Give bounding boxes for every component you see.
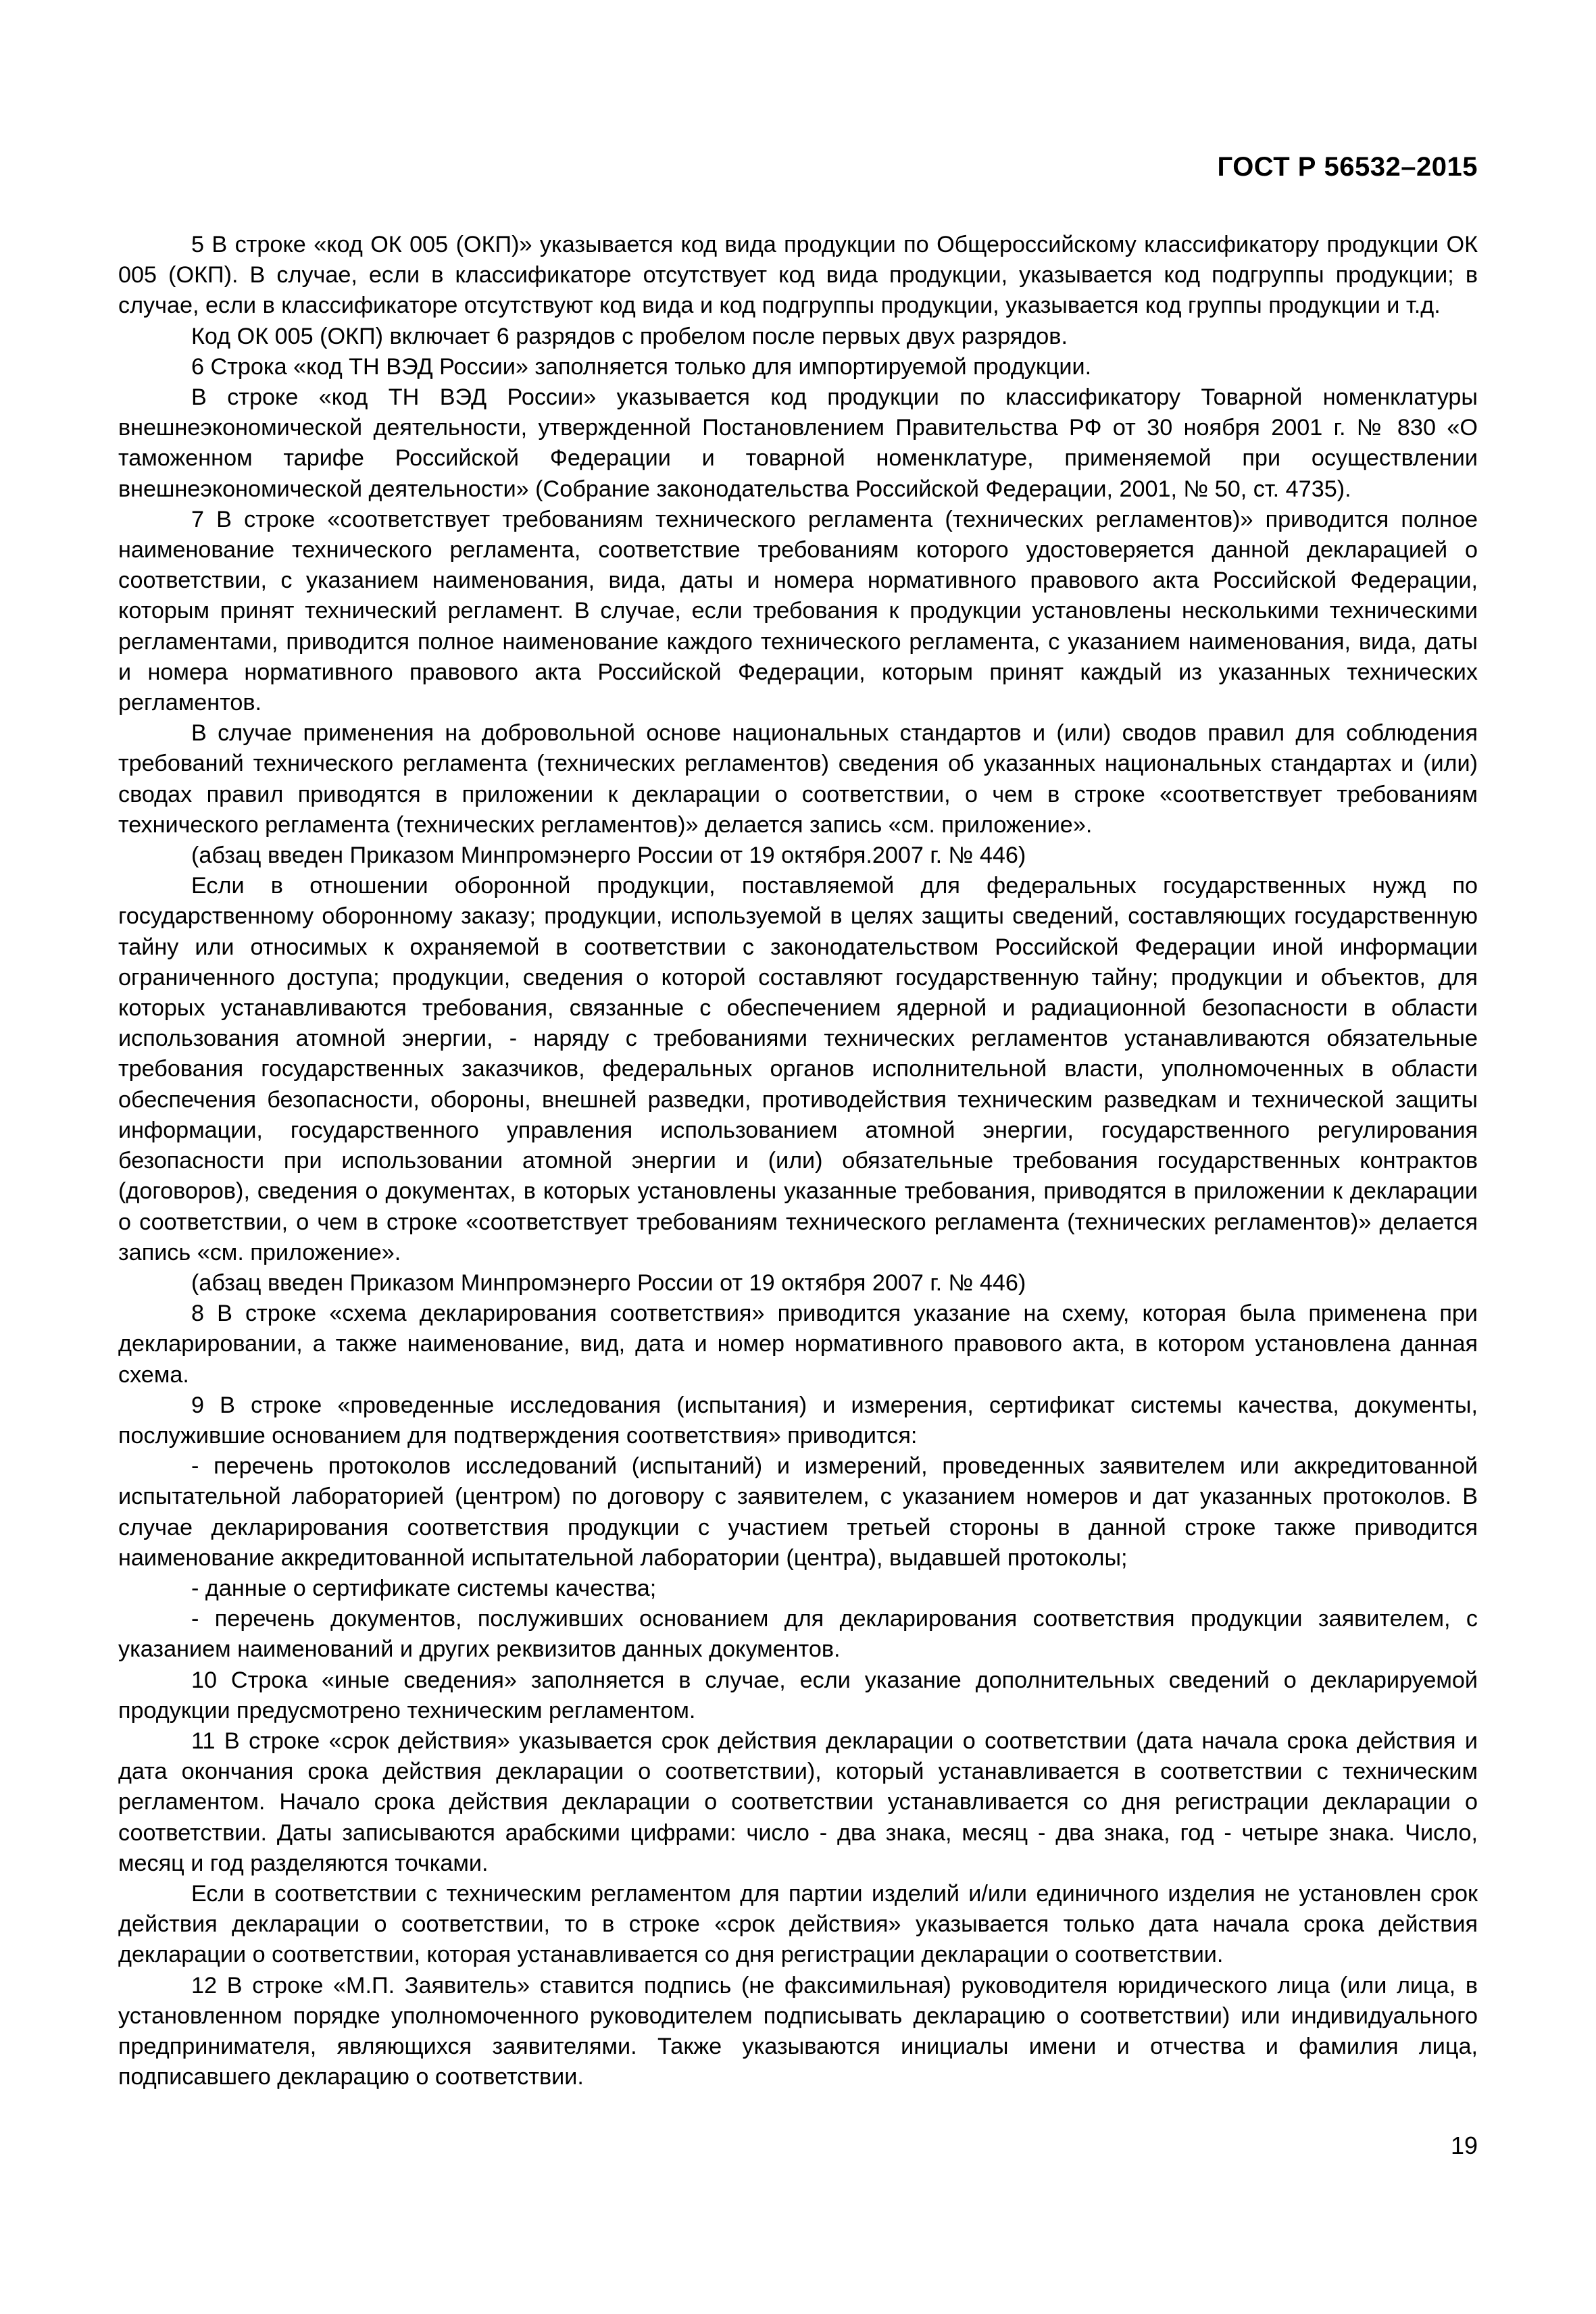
paragraph: Код ОК 005 (ОКП) включает 6 разрядов с пробелом после первых двух разрядов. bbox=[191, 323, 1068, 349]
paragraph: 11 В строке «срок действия» указывается срок действия декларации о соответствии (дата начала срока действия и дата окончания срока действия декларации о соответствии), который устанавливается в соответствии с техническим регламентом. Начало срока действия декларации о соответствии устанавливается со дня регистрации декларации о соответствии. Даты записываются арабскими цифрами: число - два знака, месяц - два знака, год - четыре знака. Число, месяц и год разделяются точками. bbox=[118, 1728, 1478, 1876]
paragraph: - данные о сертификате системы качества; bbox=[191, 1575, 657, 1601]
paragraph: 10 Строка «иные сведения» заполняется в случае, если указание дополнительных сведений о декларируемой продукции предусмотрено техническим регламентом. bbox=[118, 1667, 1478, 1724]
paragraph: - перечень документов, послуживших основанием для декларирования соответствия продукции заявителем, с указанием наименований и других реквизитов данных документов. bbox=[118, 1606, 1478, 1663]
paragraph: (абзац введен Приказом Минпромэнерго России от 19 октября 2007 г. № 446) bbox=[191, 1269, 1026, 1296]
document-body bbox=[118, 230, 1478, 2092]
paragraph: 8 В строке «схема декларирования соответствия» приводится указание на схему, которая была применена при декларировании, а также наименование, вид, дата и номер нормативного правового акта, в котором установлена данная схема. bbox=[118, 1301, 1478, 1388]
paragraph: 9 В строке «проведенные исследования (испытания) и измерения, сертификат системы качества, документы, послужившие основанием для подтверждения соответствия» приводится: bbox=[118, 1392, 1478, 1449]
paragraph: 6 Строка «код ТН ВЭД России» заполняется только для импортируемой продукции. bbox=[191, 353, 1092, 380]
paragraph: - перечень протоколов исследований (испытаний) и измерений, проведенных заявителем или аккредитованной испытательной лабораторией (центром) по договору с заявителем, с указанием номеров и дат указанных протоколов. В случае декларирования соответствия продукции с участием третьей стороны в данной строке также приводится наименование аккредитованной испытательной лаборатории (центра), выдавшей протоколы; bbox=[118, 1453, 1478, 1571]
page-number: 19 bbox=[1450, 2132, 1478, 2159]
paragraph: В строке «код ТН ВЭД России» указывается код продукции по классификатору Товарной номенклатуры внешнеэкономической деятельности, утвержденной Постановлением Правительства РФ от 30 ноября 2001 г. № 830 «О таможенном тарифе Российской Федерации и товарной номенклатуре, применяемой при осуществлении внешнеэкономической деятельности» (Собрание законодательства Российской Федерации, 2001, № 50, ст. 4735). bbox=[118, 384, 1478, 502]
paragraph: (абзац введен Приказом Минпромэнерго России от 19 октября.2007 г. № 446) bbox=[191, 842, 1026, 869]
paragraph: 12 В строке «М.П. Заявитель» ставится подпись (не факсимильная) руководителя юридического лица (или лица, в установленном порядке уполномоченного руководителем подписывать декларацию о соответствии) или индивидуального предпринимателя, являющихся заявителями. Также указываются инициалы имени и отчества и фамилия лица, подписавшего декларацию о соответствии. bbox=[118, 1972, 1478, 2090]
paragraph: Если в отношении оборонной продукции, поставляемой для федеральных государственных нужд по государственному оборонному заказу; продукции, используемой в целях защиты сведений, составляющих государственную тайну или относимых к охраняемой в соответствии с законодательством Российской Федерации иной информации ограниченного доступа; продукции, сведения о которой составляют государственную тайну; продукции и объектов, для которых устанавливаются требования, связанные с обеспечением ядерной и радиационной безопасности в области использования атомной энергии, - наряду с требованиями технических регламентов устанавливаются обязательные требования государственных заказчиков, федеральных органов исполнительной власти, уполномоченных в области обеспечения безопасности, обороны, внешней разведки, противодействия техническим разведкам и технической защиты информации, государственного управления использованием атомной энергии, государственного регулирования безопасности при использовании атомной энергии и (или) обязательные требования государственных контрактов (договоров), сведения о документах, в которых установлены указанные требования, приводятся в приложении к декларации о соответствии, о чем в строке «соответствует требованиям технического регламента (технических регламентов)» делается запись «см. приложение». bbox=[118, 873, 1478, 1265]
document-code-header: ГОСТ Р 56532–2015 bbox=[1217, 152, 1478, 182]
paragraph: 5 В строке «код ОК 005 (ОКП)» указывается код вида продукции по Общероссийскому классификатору продукции ОК 005 (ОКП). В случае, если в классификаторе отсутствует код вида продукции, указывается код подгруппы продукции; в случае, если в классификаторе отсутствуют код вида и код подгруппы продукции, указывается код группы продукции и т.д. bbox=[118, 232, 1478, 319]
paragraph: Если в соответствии с техническим регламентом для партии изделий и/или единичного изделия не установлен срок действия декларации о соответствии, то в строке «срок действия» указывается только дата начала срока действия декларации о соответствии, которая устанавливается со дня регистрации декларации о соответствии. bbox=[118, 1880, 1478, 1968]
paragraph: В случае применения на добровольной основе национальных стандартов и (или) сводов правил для соблюдения требований технического регламента (технических регламентов) сведения об указанных национальных стандартах и (или) сводах правил приводятся в приложении к декларации о соответствии, о чем в строке «соответствует требованиям технического регламента (технических регламентов)» делается запись «см. приложение». bbox=[118, 720, 1478, 838]
paragraph: 7 В строке «соответствует требованиям технического регламента (технических регламентов)» приводится полное наименование технического регламента, соответствие требованиям которого удостоверяется данной декларацией о соответствии, с указанием наименования, вида, даты и номера нормативного правового акта Российской Федерации, которым принят технический регламент. В случае, если требования к продукции установлены несколькими техническими регламентами, приводится полное наименование каждого технического регламента, с указанием наименования, вида, даты и номера нормативного правового акта Российской Федерации, которым принят каждый из указанных технических регламентов. bbox=[118, 506, 1478, 716]
